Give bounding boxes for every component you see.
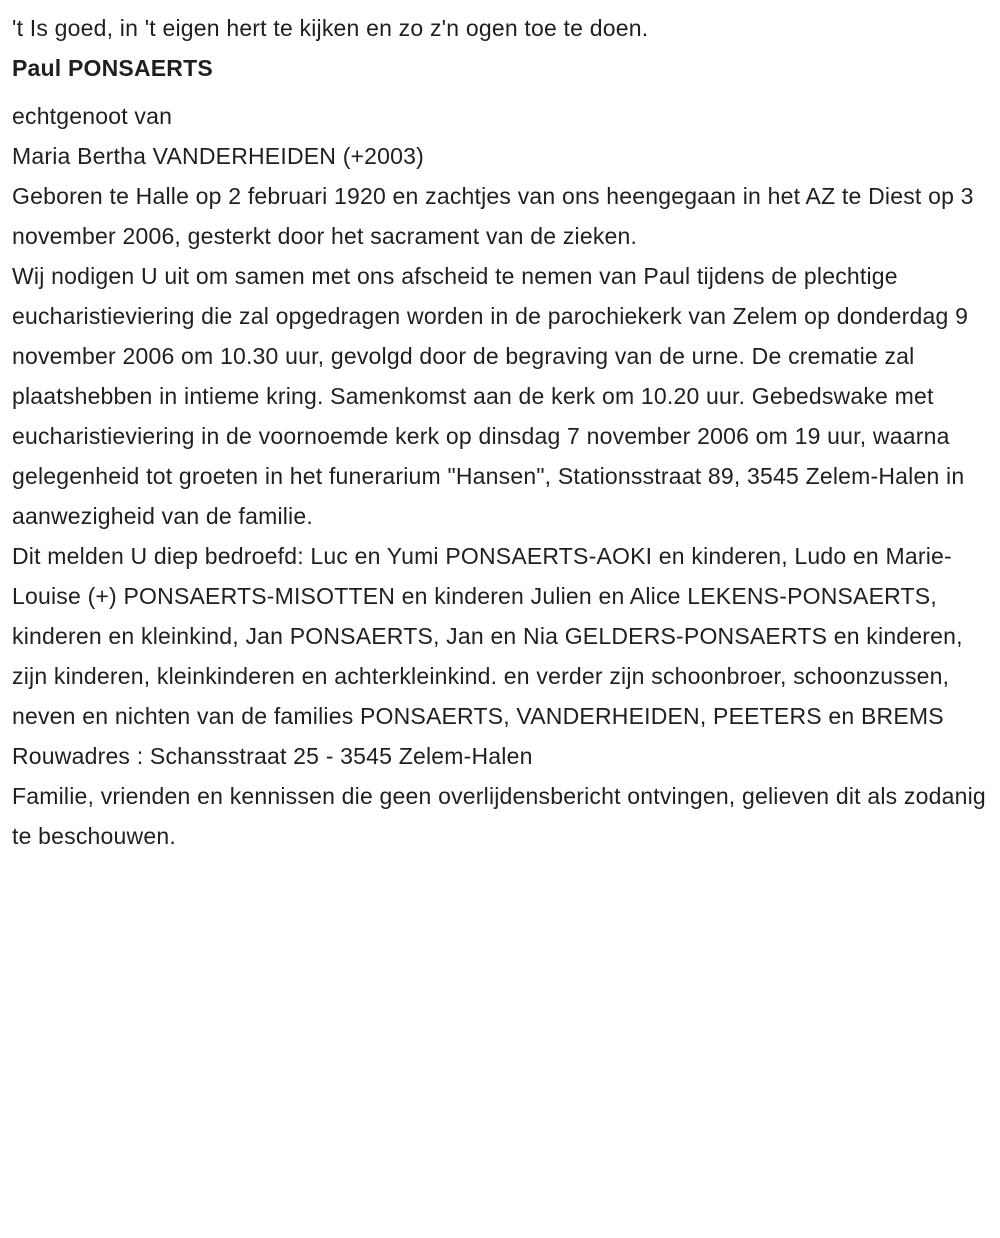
paragraph-birth-death: Geboren te Halle op 2 februari 1920 en zachtjes van ons heengegaan in het AZ te Diest op 3 november 2006, gesterkt door het sacrament van de zieken. — [12, 183, 974, 249]
deceased-name: Paul PONSAERTS — [12, 55, 213, 81]
paragraph-bereaved-family: Dit melden U diep bedroefd: Luc en Yumi PONSAERTS-AOKI en kinderen, Ludo en Marie-Louise (+) PONSAERTS-MISOTTEN en kinderen Julien en Alice LEKENS-PONSAERTS, kinderen en kleinkind, Jan PONSAERTS, Jan en Nia GELDERS-PONSAERTS en kinderen, zijn kinderen, kleinkinderen en achterkleinkind. en verder zijn schoonbroer, schoonzussen, neven en nichten van de families PONSAERTS, VANDERHEIDEN, PEETERS en BREMS — [12, 543, 963, 729]
paragraph-funeral-service: Wij nodigen U uit om samen met ons afscheid te nemen van Paul tijdens de plechtige eucharistieviering die zal opgedragen worden in de parochiekerk van Zelem op donderdag 9 november 2006 om 10.30 uur, gevolgd door de begraving van de urne. De crematie zal plaatshebben in intieme kring. Samenkomst aan de kerk om 10.20 uur. Gebedswake met eucharistieviering in de voornoemde kerk op dinsdag 7 november 2006 om 19 uur, waarna gelegenheid tot groeten in het funerarium "Hansen", Stationsstraat 89, 3545 Zelem-Halen in aanwezigheid van de familie. — [12, 263, 969, 529]
relation-line: echtgenoot van — [12, 103, 173, 129]
epigraph-line: 't Is goed, in 't eigen hert te kijken en zo z'n ogen toe te doen. — [12, 15, 649, 41]
spouse-name: Maria Bertha VANDERHEIDEN (+2003) — [12, 143, 425, 169]
mourning-address: Rouwadres : Schansstraat 25 - 3545 Zelem-Halen — [12, 743, 533, 769]
paragraph-notice: Familie, vrienden en kennissen die geen overlijdensbericht ontvingen, gelieven dit als zodanig te beschouwen. — [12, 783, 986, 849]
